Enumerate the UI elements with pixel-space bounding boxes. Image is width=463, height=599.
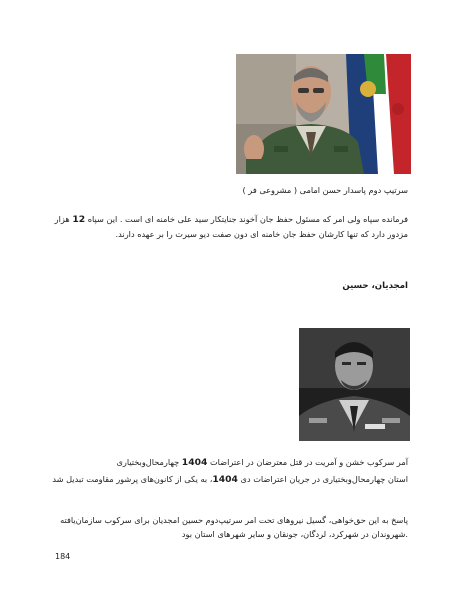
paragraph: پاسخ به این حق‌خواهی، گسیل نیروهای تحت امر سرتیپ‌دوم حسین امجدیان برای سرکوب سازمان‌یافته .شهروندان در شهرکرد، لردگان، جونقان و سایر شهرهای استان بود bbox=[60, 515, 408, 539]
officer-portrait-photo-bw bbox=[299, 328, 410, 441]
page-number: 184 bbox=[55, 552, 71, 561]
paragraph-text: آمر سرکوب خشن و آمریت در قتل معترضان در اعتراضات bbox=[207, 457, 408, 467]
paragraph-text: هزار مزدور دارد که تنها کارشان حفظ جان خامنه ای دون صفت دیو سیرت را بر عهده دارند. bbox=[54, 214, 408, 239]
section-heading: امجدیان، حسین bbox=[342, 281, 408, 291]
photo-caption: سرتیپ دوم پاسدار حسن امامی ( مشروعی فر ) bbox=[242, 185, 408, 195]
paragraph-text: چهارمحال‌وبختیاری bbox=[116, 457, 182, 467]
paragraph bbox=[28, 472, 408, 487]
officer-portrait-photo bbox=[236, 54, 411, 174]
paragraph-text: فرمانده سپاه ولی امر که مسئول حفظ جان آخوند جنایتکار سید علی خامنه ای است . این سپاه bbox=[85, 214, 408, 224]
paragraph bbox=[28, 455, 408, 470]
number-highlight: 1404 bbox=[181, 457, 208, 468]
paragraph-text: استان چهارمحال‌وبختیاری در جریان اعتراضات دی bbox=[237, 474, 408, 484]
number-highlight: 1404 bbox=[212, 474, 238, 485]
number-highlight: 12 bbox=[72, 214, 86, 225]
paragraph-text: ، به یکی از کانون‌های پرشور مقاومت تبدیل شد bbox=[52, 474, 213, 484]
description-paragraph bbox=[33, 212, 408, 241]
